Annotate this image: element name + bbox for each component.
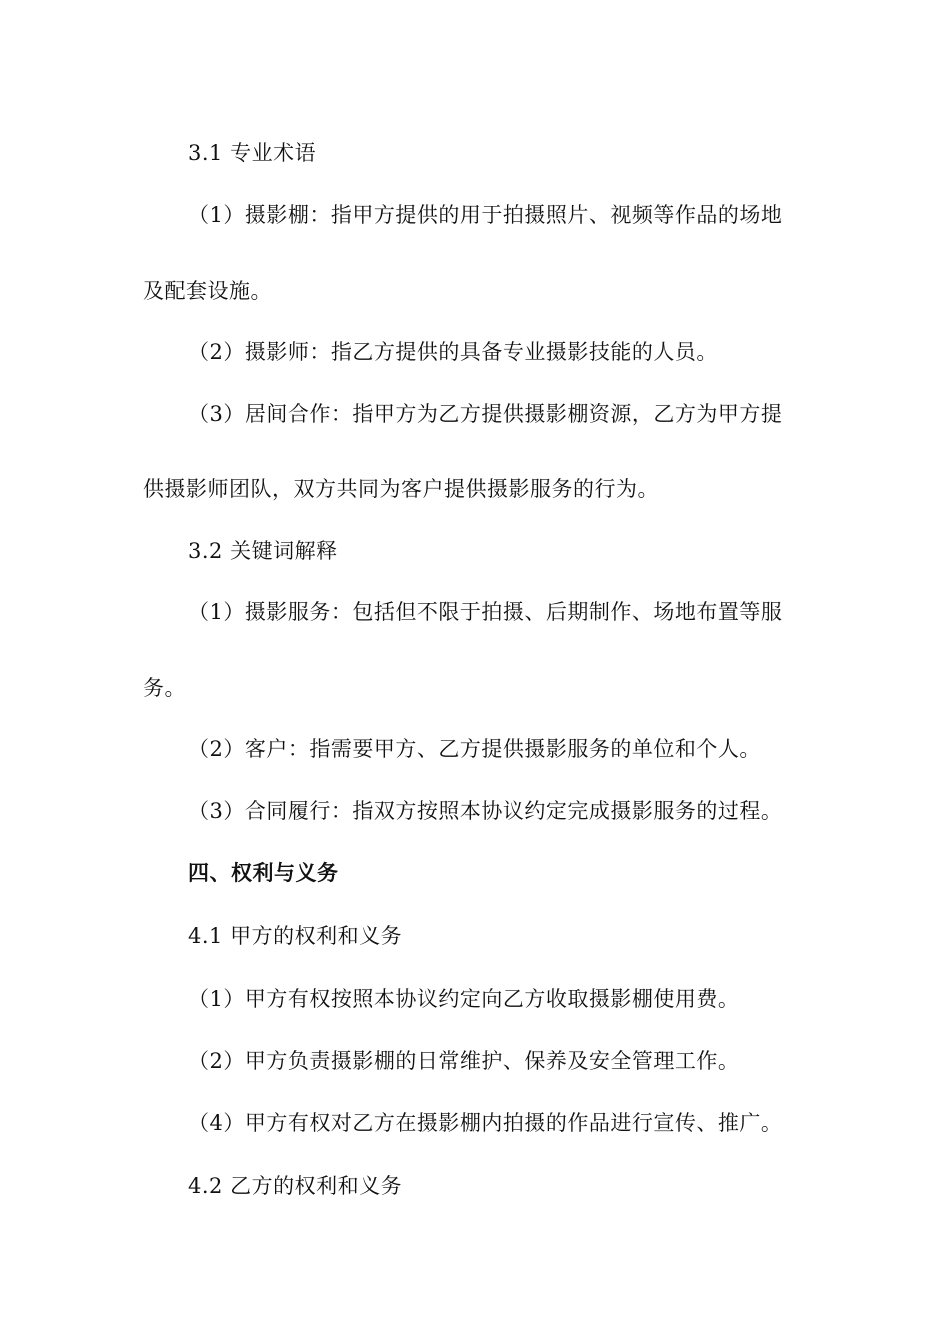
heading-4-1: 4.1 甲方的权利和义务 [188, 924, 403, 948]
paragraph-3-1-1: （1）摄影棚：指甲方提供的用于拍摄照片、视频等作品的场地 [188, 203, 783, 227]
paragraph-3-2-1-cont: 务。 [143, 676, 186, 700]
paragraph-3-2-3: （3）合同履行：指双方按照本协议约定完成摄影服务的过程。 [188, 799, 783, 823]
paragraph-3-1-2: （2）摄影师：指乙方提供的具备专业摄影技能的人员。 [188, 340, 718, 364]
paragraph-3-1-3-cont: 供摄影师团队，双方共同为客户提供摄影服务的行为。 [143, 477, 659, 501]
paragraph-4-1-4: （4）甲方有权对乙方在摄影棚内拍摄的作品进行宣传、推广。 [188, 1111, 783, 1135]
heading-3-2: 3.2 关键词解释 [188, 539, 338, 563]
heading-3-1: 3.1 专业术语 [188, 141, 317, 165]
paragraph-3-2-2: （2）客户：指需要甲方、乙方提供摄影服务的单位和个人。 [188, 737, 761, 761]
paragraph-4-1-1: （1）甲方有权按照本协议约定向乙方收取摄影棚使用费。 [188, 987, 740, 1011]
heading-4-2: 4.2 乙方的权利和义务 [188, 1174, 403, 1198]
paragraph-3-2-1: （1）摄影服务：包括但不限于拍摄、后期制作、场地布置等服 [188, 600, 783, 624]
paragraph-3-1-1-cont: 及配套设施。 [143, 279, 272, 303]
paragraph-3-1-3: （3）居间合作：指甲方为乙方提供摄影棚资源，乙方为甲方提 [188, 402, 783, 426]
section-heading-4: 四、权利与义务 [188, 861, 339, 885]
paragraph-4-1-2: （2）甲方负责摄影棚的日常维护、保养及安全管理工作。 [188, 1049, 740, 1073]
